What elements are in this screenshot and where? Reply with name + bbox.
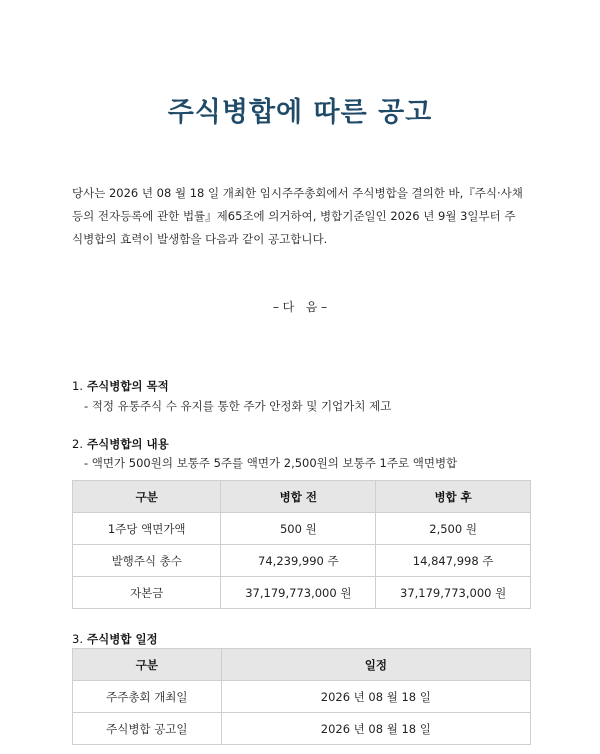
table-header-cell: 구분 [73, 649, 222, 681]
section-2-heading [72, 436, 169, 452]
page-title: 주식병합에 따른 공고 [167, 97, 433, 128]
table-cell: 자본금 [73, 577, 221, 609]
table-header-cell: 병합 후 [376, 481, 531, 513]
section-3-title: 주식병합 일정 [87, 632, 158, 646]
share-merge-table [72, 480, 531, 609]
table-row [73, 545, 531, 577]
table-cell: 2026 년 08 월 18 일 [221, 681, 530, 713]
table-cell: 발행주식 총수 [73, 545, 221, 577]
table-cell: 2026 년 08 월 18 일 [221, 713, 530, 745]
notice-heading: – 다 음 – [272, 300, 328, 314]
table-row [73, 577, 531, 609]
table-cell: 500 원 [221, 513, 376, 545]
intro-paragraph [72, 182, 532, 251]
table-cell: 주주총회 개최일 [73, 681, 222, 713]
table-row [73, 513, 531, 545]
schedule-table [72, 648, 531, 745]
table-cell: 1주당 액면가액 [73, 513, 221, 545]
table-cell: 37,179,773,000 원 [221, 577, 376, 609]
section-2-number: 2. [72, 437, 83, 451]
intro-line-1: 당사는 2026 년 08 월 18 일 개최한 임시주주총회에서 주식병합을 결의한 바,『주식·사채 [72, 186, 523, 200]
section-3-heading [72, 631, 158, 647]
table-cell: 37,179,773,000 원 [376, 577, 531, 609]
table-header-row [73, 481, 531, 513]
table-cell: 2,500 원 [376, 513, 531, 545]
table-row [73, 681, 531, 713]
section-2-title: 주식병합의 내용 [87, 437, 169, 451]
table-header-cell: 병합 전 [221, 481, 376, 513]
section-2-bullet: - 액면가 500원의 보통주 5주를 액면가 2,500원의 보통주 1주로 액면병합 [84, 456, 458, 470]
section-1-heading [72, 378, 169, 394]
section-1-title: 주식병합의 목적 [87, 379, 169, 393]
intro-line-2: 등의 전자등록에 관한 법률』제65조에 의거하여, 병합기준일인 2026 년 9월 3일부터 주 [72, 209, 516, 223]
table-header-cell: 구분 [73, 481, 221, 513]
intro-line-3: 식병합의 효력이 발생함을 다음과 같이 공고합니다. [72, 232, 328, 246]
table-cell: 14,847,998 주 [376, 545, 531, 577]
table-row [73, 713, 531, 745]
section-1-number: 1. [72, 379, 83, 393]
table-header-row [73, 649, 531, 681]
table-header-cell: 일정 [221, 649, 530, 681]
table-cell: 74,239,990 주 [221, 545, 376, 577]
section-3-number: 3. [72, 632, 83, 646]
table-cell: 주식병합 공고일 [73, 713, 222, 745]
section-1-bullet: - 적정 유통주식 수 유지를 통한 주가 안정화 및 기업가치 제고 [84, 399, 392, 413]
